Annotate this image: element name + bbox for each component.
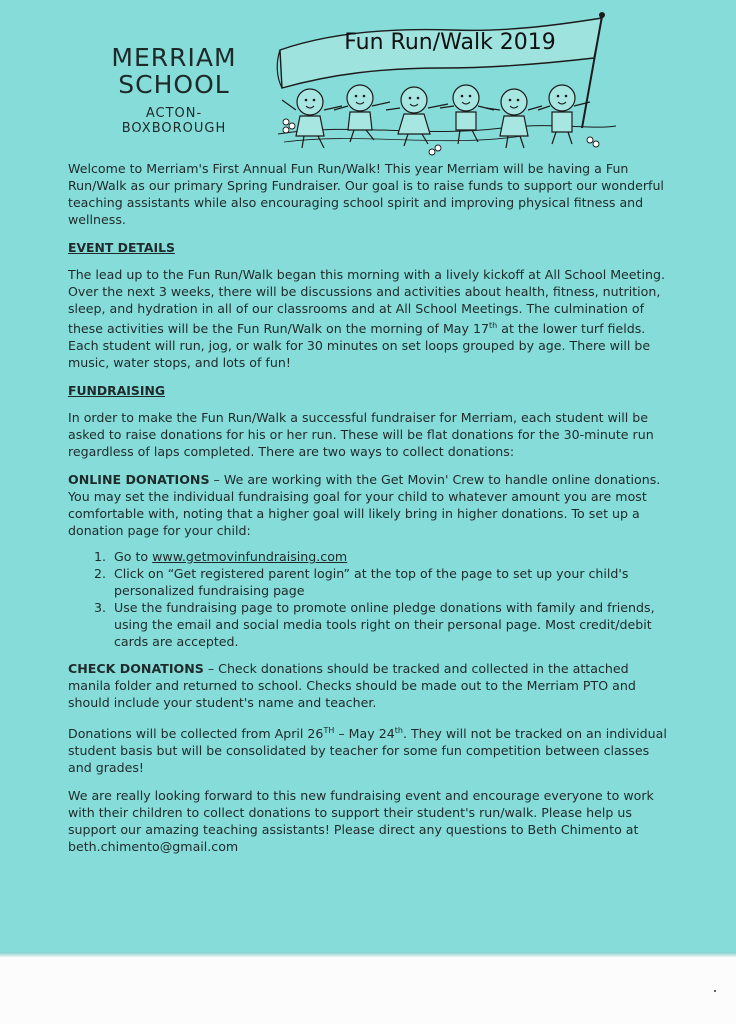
closing-paragraph: We are really looking forward to this new fundraising event and encourage everyone to work with their children to collect donations to support their student's run/walk. Please help us support our amazing teaching assistants! Please direct any questions to Beth Chimento at beth.chimento@gmail.com [68,788,654,855]
scan-edge [0,952,736,957]
scan-speck [714,990,716,992]
event-text-2: at the lower turf fields. Each student will run, jog, or walk for 30 minutes on set loops grouped by age. There will be music, water stops, and lots of fun! [68,321,651,371]
dates-sup-1: TH [323,726,335,736]
logo-line-merriam: MERRIAM [111,43,237,72]
logo-line-district: ACTON-BOXBOROUGH [121,106,227,136]
dates-text-1: Donations will be collected from April 26 [68,726,324,742]
logo-line-school: SCHOOL [118,70,230,99]
check-donations-paragraph [68,660,672,711]
check-donations-lead: CHECK DONATIONS [68,661,204,677]
event-text-1: The lead up to the Fun Run/Walk began this morning with a lively kickoff at All School Meeting. Over the next 3 weeks, there will be discussions and activities about health, fitness, nutrition, sleep, and hydration in all of our classrooms and at All School Meetings. The culmination of these activities will be the Fun Run/Walk on the morning of May 17 [68,267,665,337]
flyer-body [68,160,672,866]
online-donations-lead: ONLINE DONATIONS [68,472,210,488]
online-donations-text: – We are working with the Get Movin' Crew to handle online donations. You may set the individual fundraising goal for your child to whatever amount you are most comfortable with, noting that a higher goal will likely bring in higher donations. To set up a donation page for your child: [68,472,661,539]
event-details-paragraph [68,266,672,371]
collection-dates-paragraph [68,722,672,776]
school-logo [104,44,244,136]
step-2: 2. Click on “Get registered parent login” at the top of the page to set up your child's personalized fundraising page [110,565,672,599]
step-1 [110,548,672,565]
dates-text-2: – May 24 [334,726,395,742]
check-donations-text: – Check donations should be tracked and collected in the attached manila folder and returned to school. Checks should be made out to the Merriam PTO and should include your student's name and teacher. [68,661,636,711]
event-details-heading: EVENT DETAILS [68,240,175,255]
online-steps-list [68,548,672,650]
step-3: 3. Use the fundraising page to promote online pledge donations with family and friends, using the email and social media tools right on their personal page. Most credit/debit cards are accepted. [110,599,672,650]
fundraising-heading: FUNDRAISING [68,383,165,399]
online-donations-paragraph [68,471,672,539]
dates-sup-2: th [394,726,403,736]
fundraising-website-link[interactable]: www.getmovinfundraising.com [152,549,348,565]
intro-paragraph: Welcome to Merriam's First Annual Fun Run/Walk! This year Merriam will be having a Fun Run/Walk as our primary Spring Fundraiser. Our goal is to raise funds to support our wonderful teaching assistants while also encouraging school spirit and improving physical fitness and wellness. [68,161,664,227]
dates-text-3: . They will not be tracked on an individual student basis but will be consolidated by teacher for some fun competition between classes and grades! [68,726,667,776]
event-text-sup: th [489,321,498,330]
fundraising-paragraph: In order to make the Fun Run/Walk a successful fundraiser for Merriam, each student will be asked to raise donations for his or her run. These will be flat donations for the 30-minute run regardless of laps completed. There are two ways to collect donations: [68,410,654,460]
step-1-prefix: Go to [114,549,153,565]
banner-title: Fun Run/Walk 2019 [344,30,556,55]
